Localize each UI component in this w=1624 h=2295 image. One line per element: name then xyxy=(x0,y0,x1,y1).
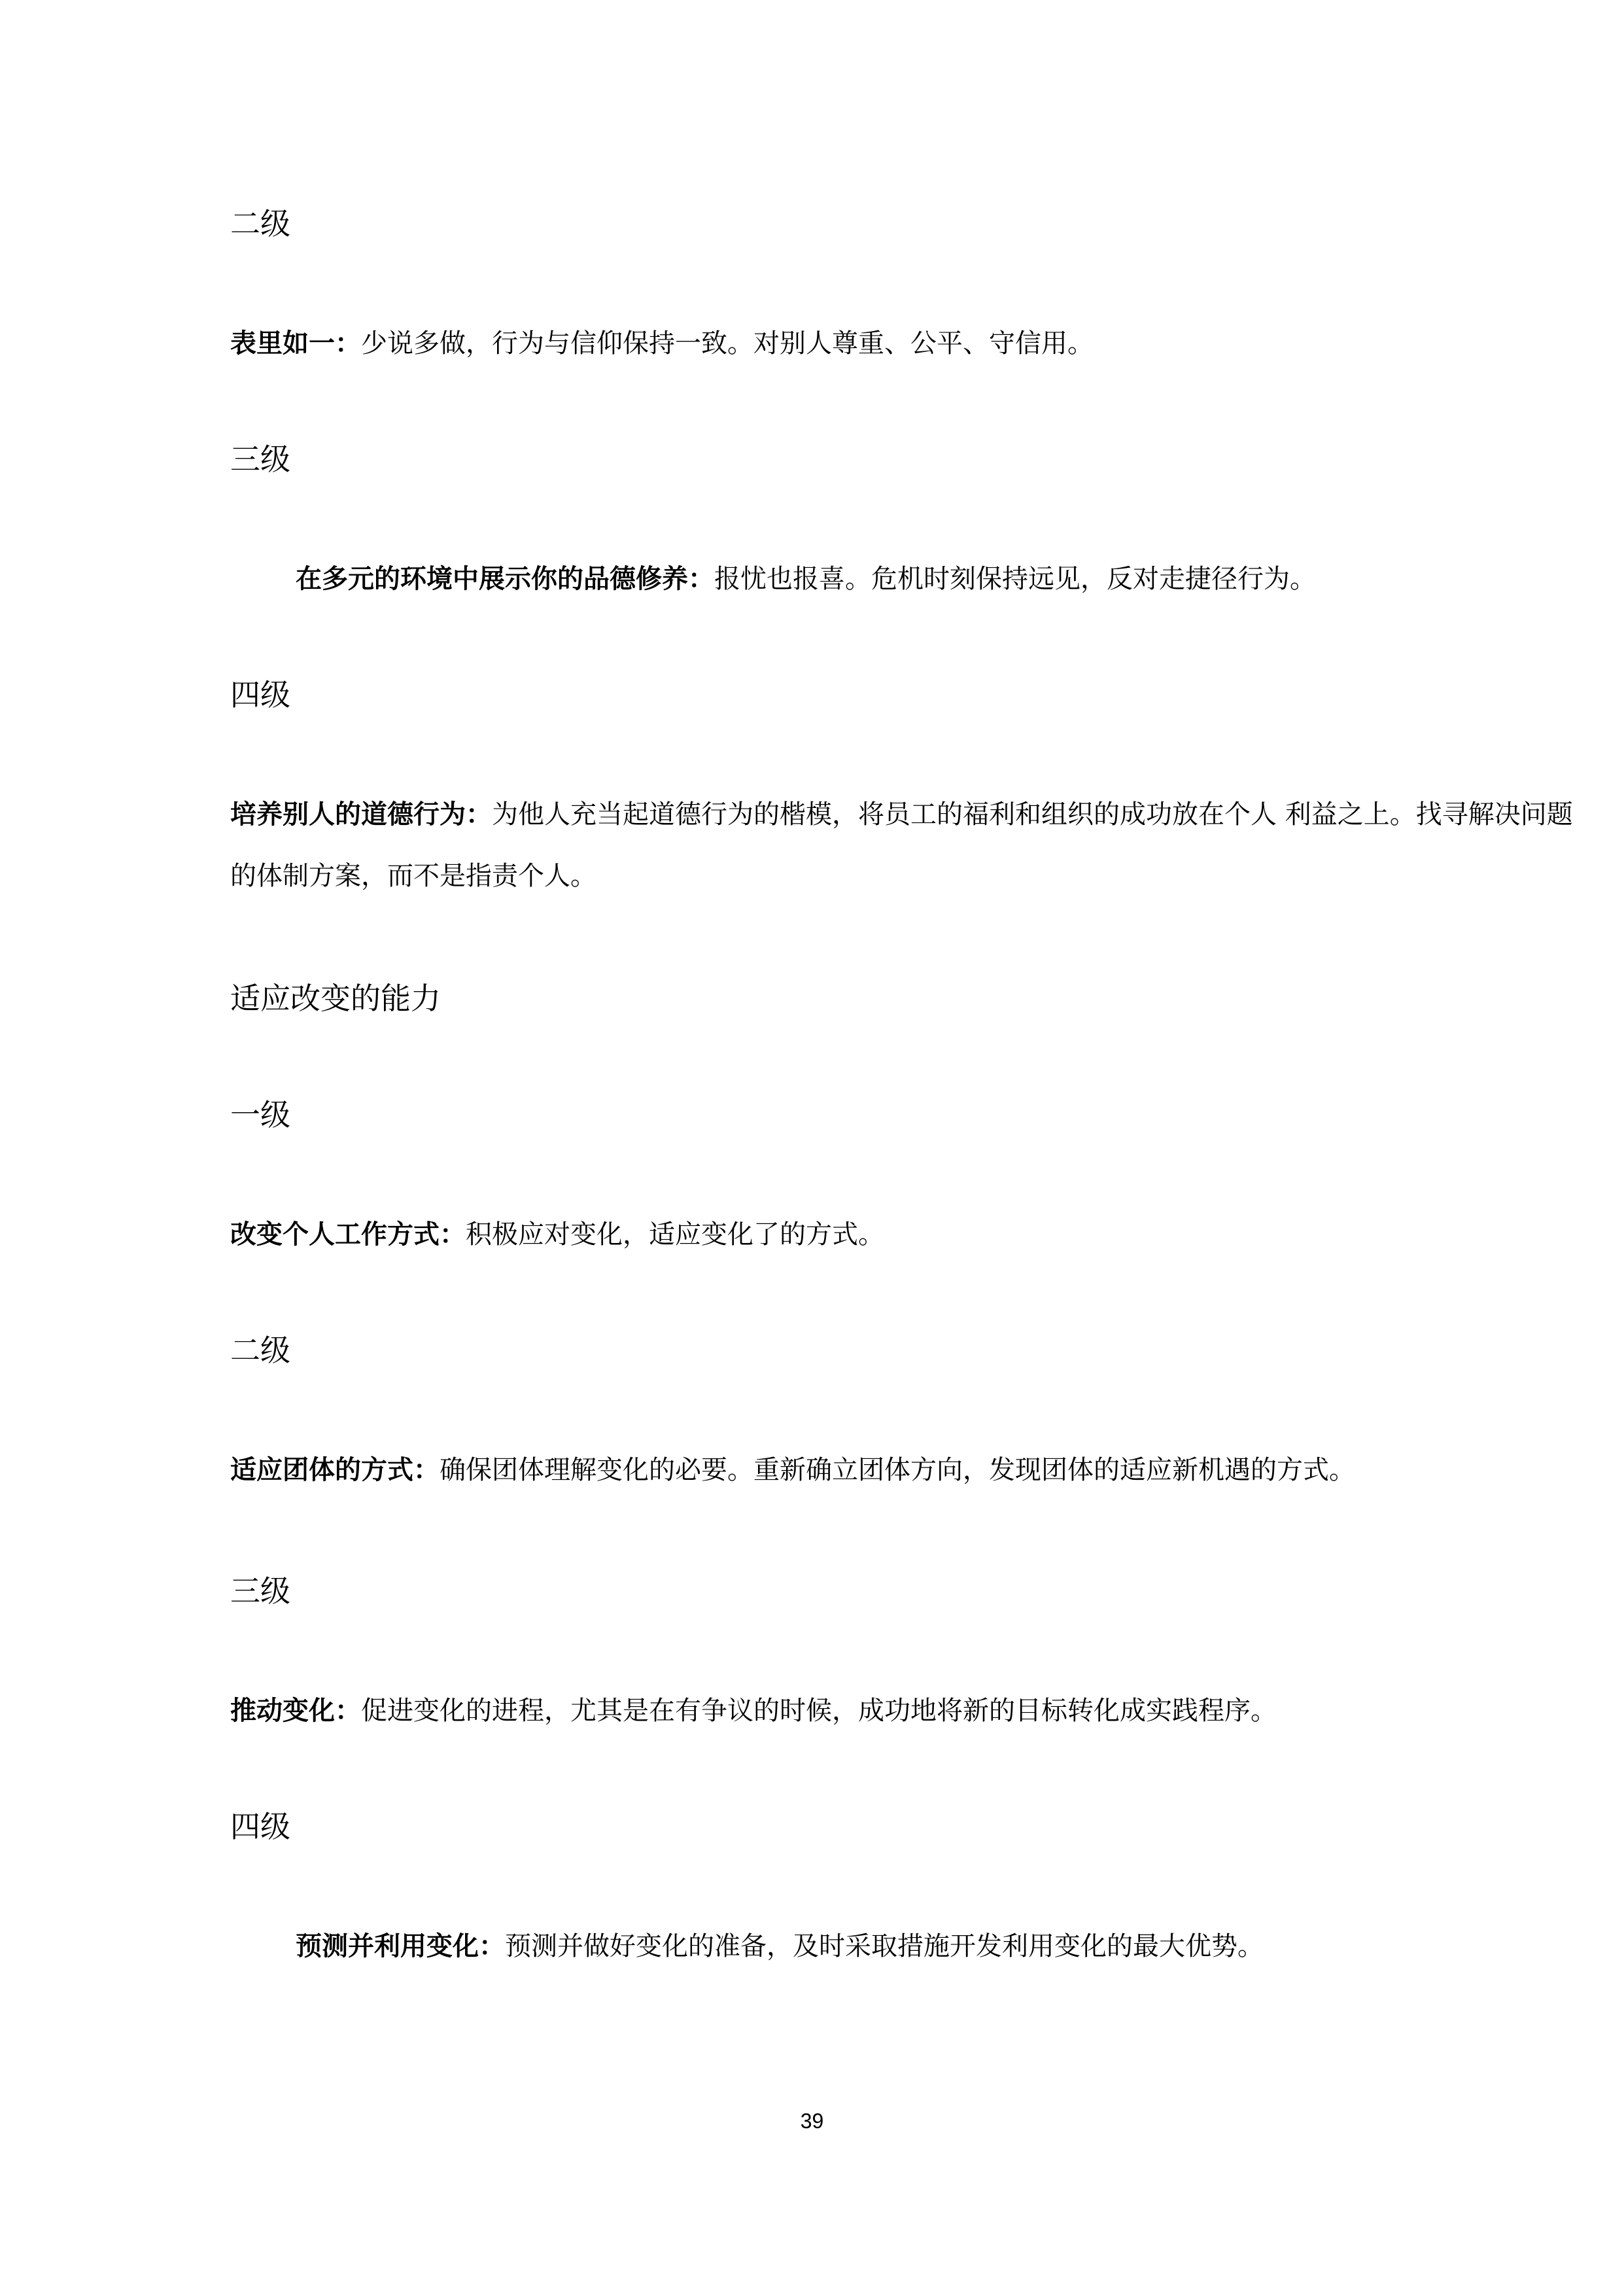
description: 报忧也报喜。危机时刻保持远见，反对走捷径行为。 xyxy=(714,564,1316,594)
level-heading-2: 二级 xyxy=(230,206,290,241)
level-heading-4: 四级 xyxy=(230,677,290,712)
term: 培养别人的道德行为： xyxy=(230,799,492,830)
description: 促进变化的进程，尤其是在有争议的时候，成功地将新的目标转化成实践程序。 xyxy=(361,1696,1277,1726)
section-heading: 适应改变的能力 xyxy=(230,981,441,1016)
description: 预测并做好变化的准备，及时采取措施开发利用变化的最大优势。 xyxy=(505,1931,1264,1961)
paragraph-anticipate-change xyxy=(296,1916,1578,1977)
term: 表里如一： xyxy=(230,328,361,359)
paragraph-drive-change xyxy=(230,1680,1578,1742)
term: 在多元的环境中展示你的品德修养： xyxy=(296,564,714,594)
description: 积极应对变化，适应变化了的方式。 xyxy=(466,1219,884,1250)
level-heading-4: 四级 xyxy=(230,1809,290,1844)
page-number: 39 xyxy=(800,2109,824,2133)
paragraph-moral-cultivation xyxy=(296,548,1578,610)
paragraph-integrity xyxy=(230,313,1578,374)
level-heading-3: 三级 xyxy=(230,442,290,477)
level-heading-2: 二级 xyxy=(230,1333,290,1368)
paragraph-personal-change xyxy=(230,1204,1578,1265)
paragraph-team-adaptation xyxy=(230,1439,1578,1501)
description: 为他人充当起道德行为的楷模，将员工的福利和组织的成功放在个人 利益之上。找寻解决问题的体制方案，而不是指责个人。 xyxy=(230,799,1573,891)
paragraph-ethics-development xyxy=(230,784,1578,907)
level-heading-1: 一级 xyxy=(230,1097,290,1132)
description: 确保团体理解变化的必要。重新确立团体方向，发现团体的适应新机遇的方式。 xyxy=(440,1455,1355,1485)
description: 少说多做，行为与信仰保持一致。对别人尊重、公平、守信用。 xyxy=(361,328,1094,359)
level-heading-3: 三级 xyxy=(230,1573,290,1609)
term: 改变个人工作方式： xyxy=(230,1219,466,1250)
term: 适应团体的方式： xyxy=(230,1455,440,1485)
term: 推动变化： xyxy=(230,1696,361,1726)
term: 预测并利用变化： xyxy=(296,1931,505,1961)
